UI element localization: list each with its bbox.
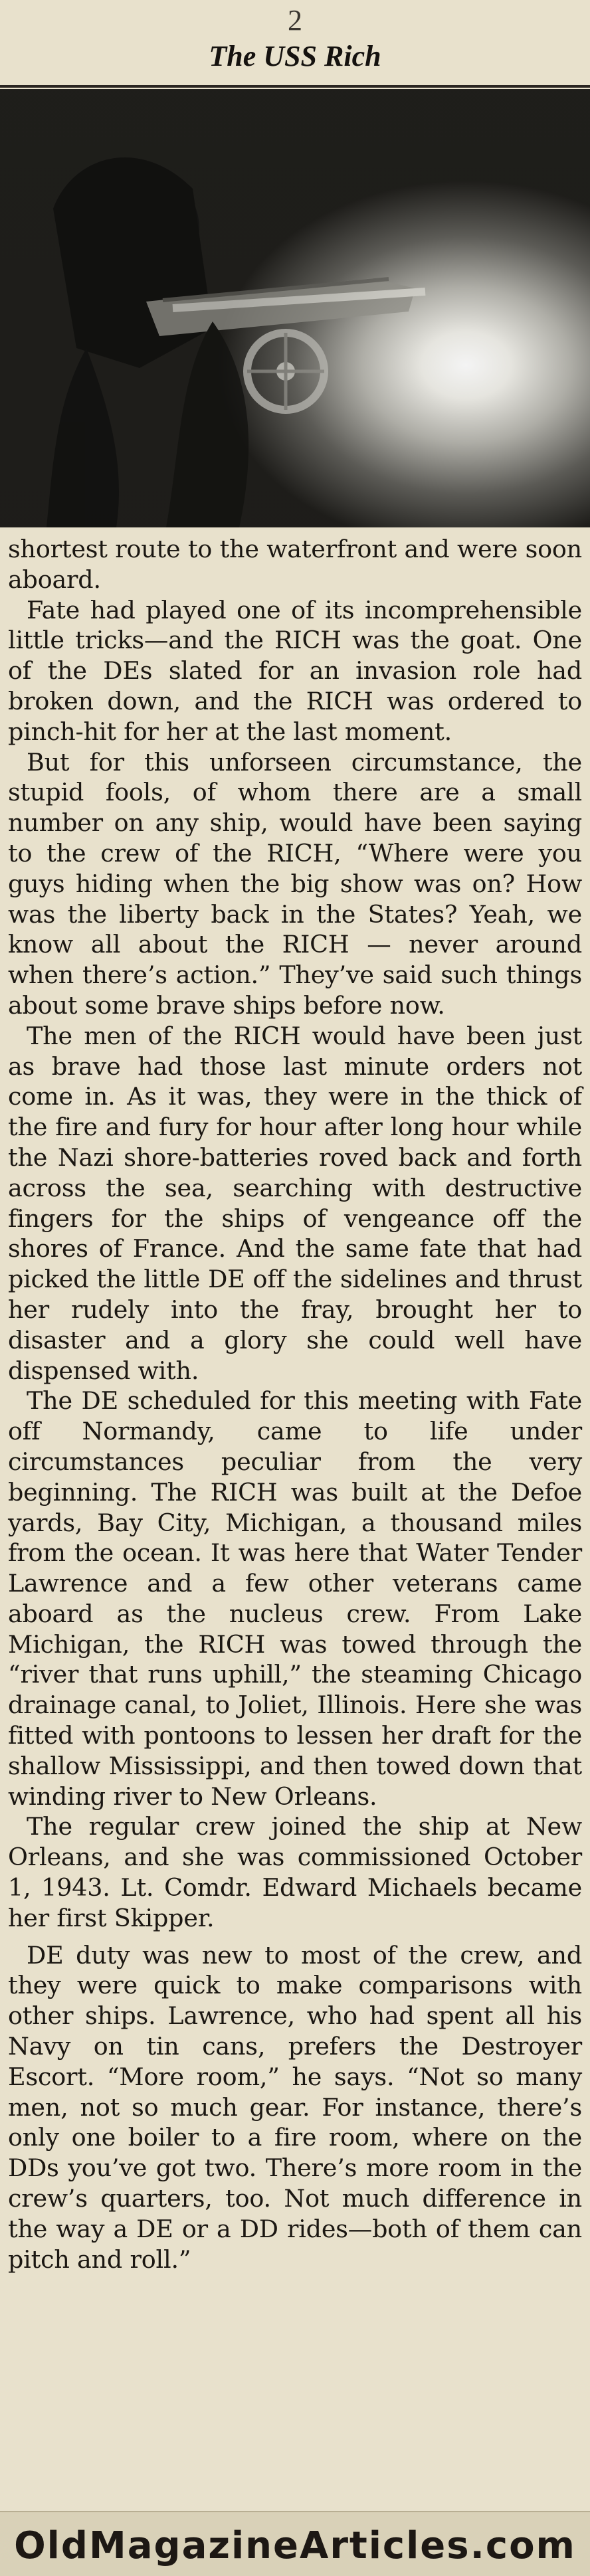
- naval-gun-photo-icon: [0, 89, 590, 527]
- site-watermark: OldMagazineArticles.com: [14, 2524, 576, 2567]
- site-footer: [0, 2511, 590, 2576]
- article-paragraph: DE duty was new to most of the crew, and they were quick to make comparisons with other ships. Lawrence, who had spent all his Navy on tin cans, prefers the Destroyer Escort. “More room,” he says. “Not so many men, not so much gear. For instance, there’s only one boiler to a fire room, where on the DDs you’ve got two. There’s more room in the crew’s quarters, too. Not much difference in the way a DE or a DD rides—both of them can pitch and roll.”: [8, 1940, 582, 2274]
- article-paragraph: shortest route to the waterfront and were soon aboard.: [8, 535, 582, 594]
- article-body: [8, 534, 582, 2274]
- running-head: The USS Rich: [209, 40, 381, 72]
- article-paragraph: But for this unforseen circumstance, the stupid fools, of whom there are a small number on any ship, would have been saying to the crew of the RICH, “Where were you guys hiding when the big show was on? How was the liberty back in the States? Yeah, we know all about the RICH — never around when there’s action.” They’ve said such things about some brave ships before now.: [8, 747, 582, 1020]
- article-paragraph: The DE scheduled for this meeting with Fate off Normandy, came to life under circumstances peculiar from the very beginning. The RICH was built at the Defoe yards, Bay City, Michigan, a thousand miles from the ocean. It was here that Water Tender Lawrence and a few other veterans came aboard as the nucleus crew. From Lake Michigan, the RICH was towed through the “river that runs uphill,” the steaming Chicago drainage canal, to Joliet, Illinois. Here she was fitted with pontoons to lessen her draft for the shallow Mississippi, and then towed down that winding river to New Orleans.: [8, 1386, 582, 1811]
- page-number: 2: [288, 4, 302, 37]
- article-paragraph: Fate had played one of its incomprehensible little tricks—and the RICH was the goat. One of the DEs slated for an invasion role had broken down, and the RICH was ordered to pinch-hit for her at the last moment.: [8, 595, 582, 746]
- article-paragraph: The regular crew joined the ship at New Orleans, and she was commissioned October 1, 1943. Lt. Comdr. Edward Michaels became her first Skipper.: [8, 1812, 582, 1932]
- article-paragraph: The men of the RICH would have been just as brave had those last minute orders not come in. As it was, they were in the thick of the fire and fury for hour after long hour while the Nazi shore-batteries roved back and forth across the sea, searching with destructive fingers for the ships of vengeance off the shores of France. And the same fate that had picked the little DE off the sidelines and thrust her rudely into the fray, brought her to disaster and a glory she could well have dispensed with.: [8, 1021, 582, 1385]
- header-rule: [0, 85, 590, 88]
- article-photo: [0, 89, 590, 527]
